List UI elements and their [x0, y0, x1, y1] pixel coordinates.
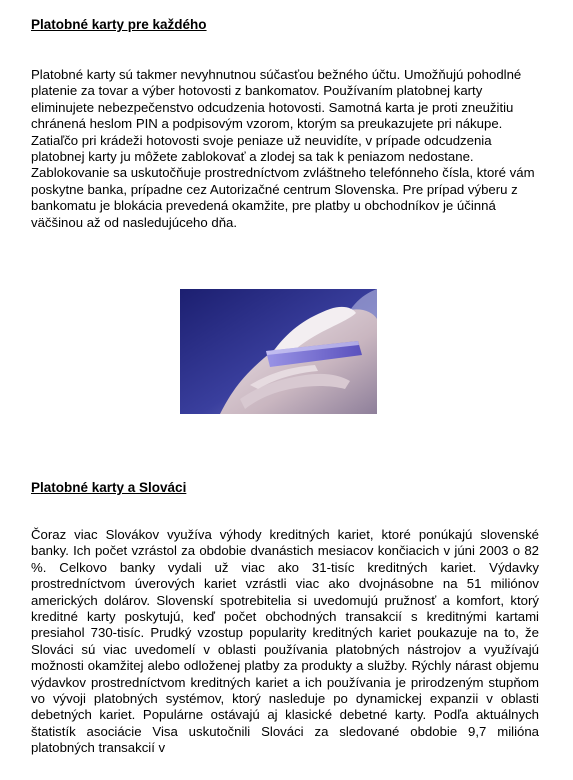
section2-heading: Platobné karty a Slováci [31, 480, 187, 495]
section1-heading: Platobné karty pre každého [31, 17, 207, 32]
section1-paragraph: Platobné karty sú takmer nevyhnutnou súčasťou bežného účtu. Umožňujú pohodlné platenie za tovar a výber hotovosti z bankomatov. Používaním platobnej karty eliminujete nebezpečenstvo odcudzenia hotovosti. Samotná karta je proti zneužitiu chránená heslom PIN a podpisovým vzorom, ktorým sa preukazujete pri nákupe. Zatiaľčo pri krádeži hotovosti svoje peniaze už neuvidíte, v prípade odcudzenia platobnej karty ju môžete zablokovať a zlodej sa tak k peniazom nedostane. Zablokovanie sa uskutočňuje prostredníctvom zvláštneho telefónneho čísla, ktoré vám poskytne banka, prípadne cez Autorizačné centrum Slovenska. Pre prípad výberu z bankomatu je blokácia prevedená okamžite, pre platby u obchodníkov je účinná väčšinou až od nasledujúceho dňa. [31, 67, 535, 230]
photo-illustration [180, 289, 377, 414]
hand-holding-card-photo [180, 289, 377, 414]
section2-paragraph: Čoraz viac Slovákov využíva výhody kreditných kariet, ktoré ponúkajú slovenské banky. Ich počet vzrástol za obdobie dvanástich mesiacov končiacich v júni 2003 o 82 %. Celkovo banky vydali už viac ako 31-tisíc kreditných kariet. Výdavky prostredníctvom úverových kariet vzrástli viac ako dvojnásobne na 51 miliónov amerických dolárov. Slovenskí spotrebitelia si uvedomujú pružnosť a komfort, ktorý kreditné karty poskytujú, keď počet obchodných transakcií s kreditnými kartami presiahol 730-tisíc. Prudký vzostup popularity kreditných kariet poukazuje na to, že Slováci sú viac uvedomelí v oblasti používania platobných nástrojov a využívajú možnosti okamžitej alebo odloženej platby za produkty a služby. Rýchly nárast objemu výdavkov prostredníctvom kreditných kariet a ich používania je prirodzeným stupňom vo vývoji platobných systémov, ktorý nasleduje po dynamickej expanzii v oblasti debetných kariet. Populárne ostávajú aj klasické debetné karty. Podľa aktuálnych štatistík asociácie Visa uskutočnili Slováci za sledované obdobie 9,7 milióna platobných transakcií v [31, 527, 539, 756]
